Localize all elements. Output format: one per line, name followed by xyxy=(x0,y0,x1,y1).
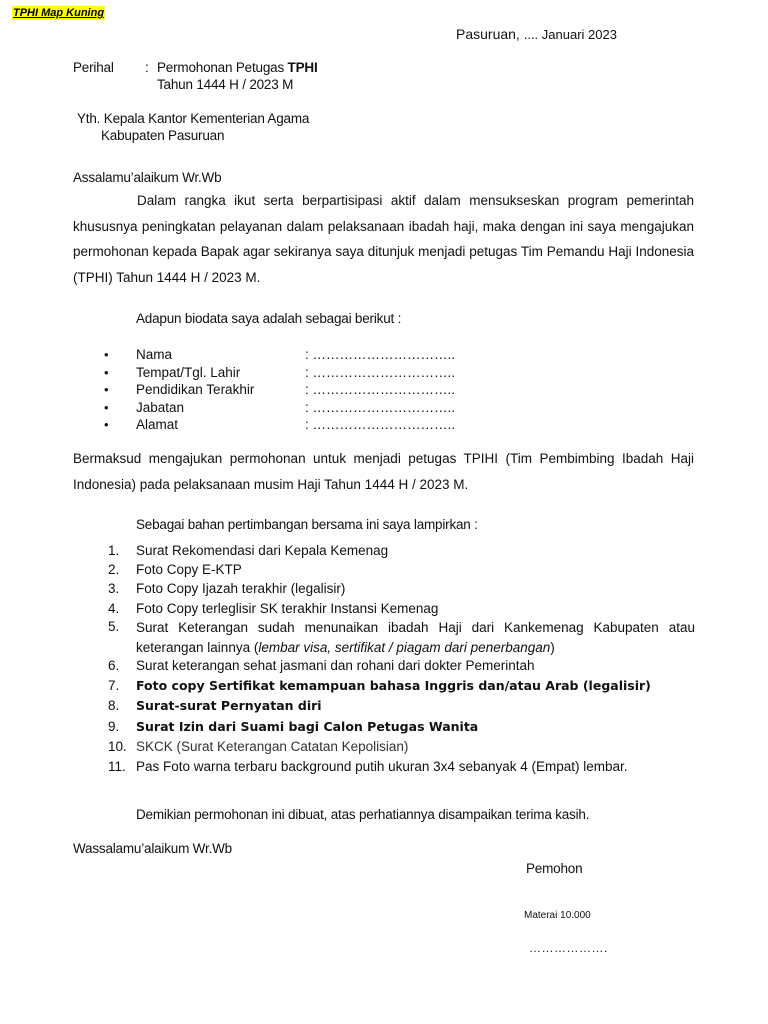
document-tag: TPHI Map Kuning xyxy=(13,7,105,19)
attachment-text: Foto copy Sertifikat kemampuan bahasa Inggris dan/atau Arab (legalisir) xyxy=(136,678,651,693)
attachment-text: Foto Copy terleglisir SK terakhir Instansi Kemenag xyxy=(136,601,439,616)
attachment-number: 8. xyxy=(108,698,120,713)
biodata-value: : ………………………….. xyxy=(305,364,456,380)
attachment-text: Foto Copy Ijazah terakhir (legalisir) xyxy=(136,581,346,596)
attachment-text: Foto Copy E-KTP xyxy=(136,562,242,577)
perihal-subject xyxy=(157,60,318,75)
recipient-line-2: Kabupaten Pasuruan xyxy=(101,128,225,143)
bullet-icon: • xyxy=(104,347,109,362)
attachment-text: Surat Rekomendasi dari Kepala Kemenag xyxy=(136,543,389,558)
attachment-number: 4. xyxy=(108,601,120,616)
greeting: Assalamu’alaikum Wr.Wb xyxy=(73,170,222,185)
paragraph-intent: Bermaksud mengajukan permohonan untuk menjadi petugas TPIHI (Tim Pembimbing Ibadah Haji Indonesia) pada pelaksanaan musim Haji Tahun 1444 H / 2023 M. xyxy=(73,451,694,492)
biodata-value: : ………………………….. xyxy=(305,347,456,362)
bullet-icon: • xyxy=(104,399,109,415)
biodata-value: : ………………………….. xyxy=(305,399,456,415)
perihal-subject-text: Permohonan Petugas xyxy=(157,60,288,75)
bullet-icon: • xyxy=(104,417,109,432)
place-city: Pasuruan, xyxy=(456,26,520,42)
perihal-year: Tahun 1444 H / 2023 M xyxy=(157,77,294,92)
attachment-number: 3. xyxy=(108,581,120,596)
materai-value: 10.000 xyxy=(560,910,591,921)
attachment-text: Surat Izin dari Suami bagi Calon Petugas Wanita xyxy=(136,719,479,734)
biodata-label: Pendidikan Terakhir xyxy=(136,382,255,397)
closing-sentence: Demikian permohonan ini dibuat, atas perhatiannya disampaikan terima kasih. xyxy=(136,807,590,822)
attachment-number: 5. xyxy=(108,619,120,634)
biodata-label: Alamat xyxy=(136,417,179,432)
biodata-value: : ………………………….. xyxy=(305,417,456,432)
place-date xyxy=(456,26,617,42)
attachment-text xyxy=(136,618,695,658)
attachment-text: Surat-surat Pernyatan diri xyxy=(136,698,322,713)
paragraph-request: Dalam rangka ikut serta berpartisipasi aktif dalam mensukseskan program pemerintah khususnya peningkatan pelayanan dalam pelaksanaan ibadah haji, maka dengan ini saya mengajukan permohonan kepada Bapak agar sekiranya saya ditunjuk menjadi petugas Tim Pemandu Haji Indonesia (TPHI) Tahun 1444 H / 2023 M. xyxy=(73,193,694,285)
perihal-label: Perihal xyxy=(73,60,114,75)
bullet-icon: • xyxy=(104,364,109,380)
attachment-text-main: Surat Keterangan sudah menunaikan ibadah Haji dari Kankemenag Kabupaten atau keterangan lainnya ( xyxy=(136,620,695,655)
bullet-icon: • xyxy=(104,382,109,397)
attachment-text: SKCK (Surat Keterangan Catatan Kepolisian) xyxy=(136,739,409,754)
biodata-label: Jabatan xyxy=(136,399,185,415)
attachment-number: 11. xyxy=(108,759,126,774)
materai-label: Materai xyxy=(524,910,558,921)
attachment-number: 10. xyxy=(108,739,127,754)
signature-title: Pemohon xyxy=(526,861,583,876)
attachment-number: 7. xyxy=(108,678,120,693)
perihal-colon: : xyxy=(145,60,149,75)
letter-date: .... Januari 2023 xyxy=(523,27,617,42)
closing-greeting: Wassalamu’alaikum Wr.Wb xyxy=(73,841,232,856)
attachments-intro: Sebagai bahan pertimbangan bersama ini saya lampirkan : xyxy=(136,517,478,532)
attachment-text: Surat keterangan sehat jasmani dan rohani dari dokter Pemerintah xyxy=(136,658,535,673)
biodata-value: : ………………………….. xyxy=(305,382,456,397)
biodata-label: Tempat/Tgl. Lahir xyxy=(136,364,241,380)
attachment-number: 2. xyxy=(108,562,120,577)
materai-note xyxy=(524,910,591,921)
attachment-text-end: ) xyxy=(550,640,555,655)
biodata-intro: Adapun biodata saya adalah sebagai berikut : xyxy=(136,311,402,326)
signature-line: ………………. xyxy=(529,941,608,955)
attachment-text: Pas Foto warna terbaru background putih ukuran 3x4 sebanyak 4 (Empat) lembar. xyxy=(136,759,628,774)
attachment-number: 6. xyxy=(108,658,120,673)
attachment-number: 1. xyxy=(108,543,120,558)
perihal-subject-bold: TPHI xyxy=(287,60,318,75)
attachment-number: 9. xyxy=(108,719,120,734)
biodata-label: Nama xyxy=(136,347,173,362)
attachment-text-italic: lembar visa, sertifikat / piagam dari penerbangan xyxy=(258,640,551,655)
recipient-line-1: Yth. Kepala Kantor Kementerian Agama xyxy=(77,111,310,126)
